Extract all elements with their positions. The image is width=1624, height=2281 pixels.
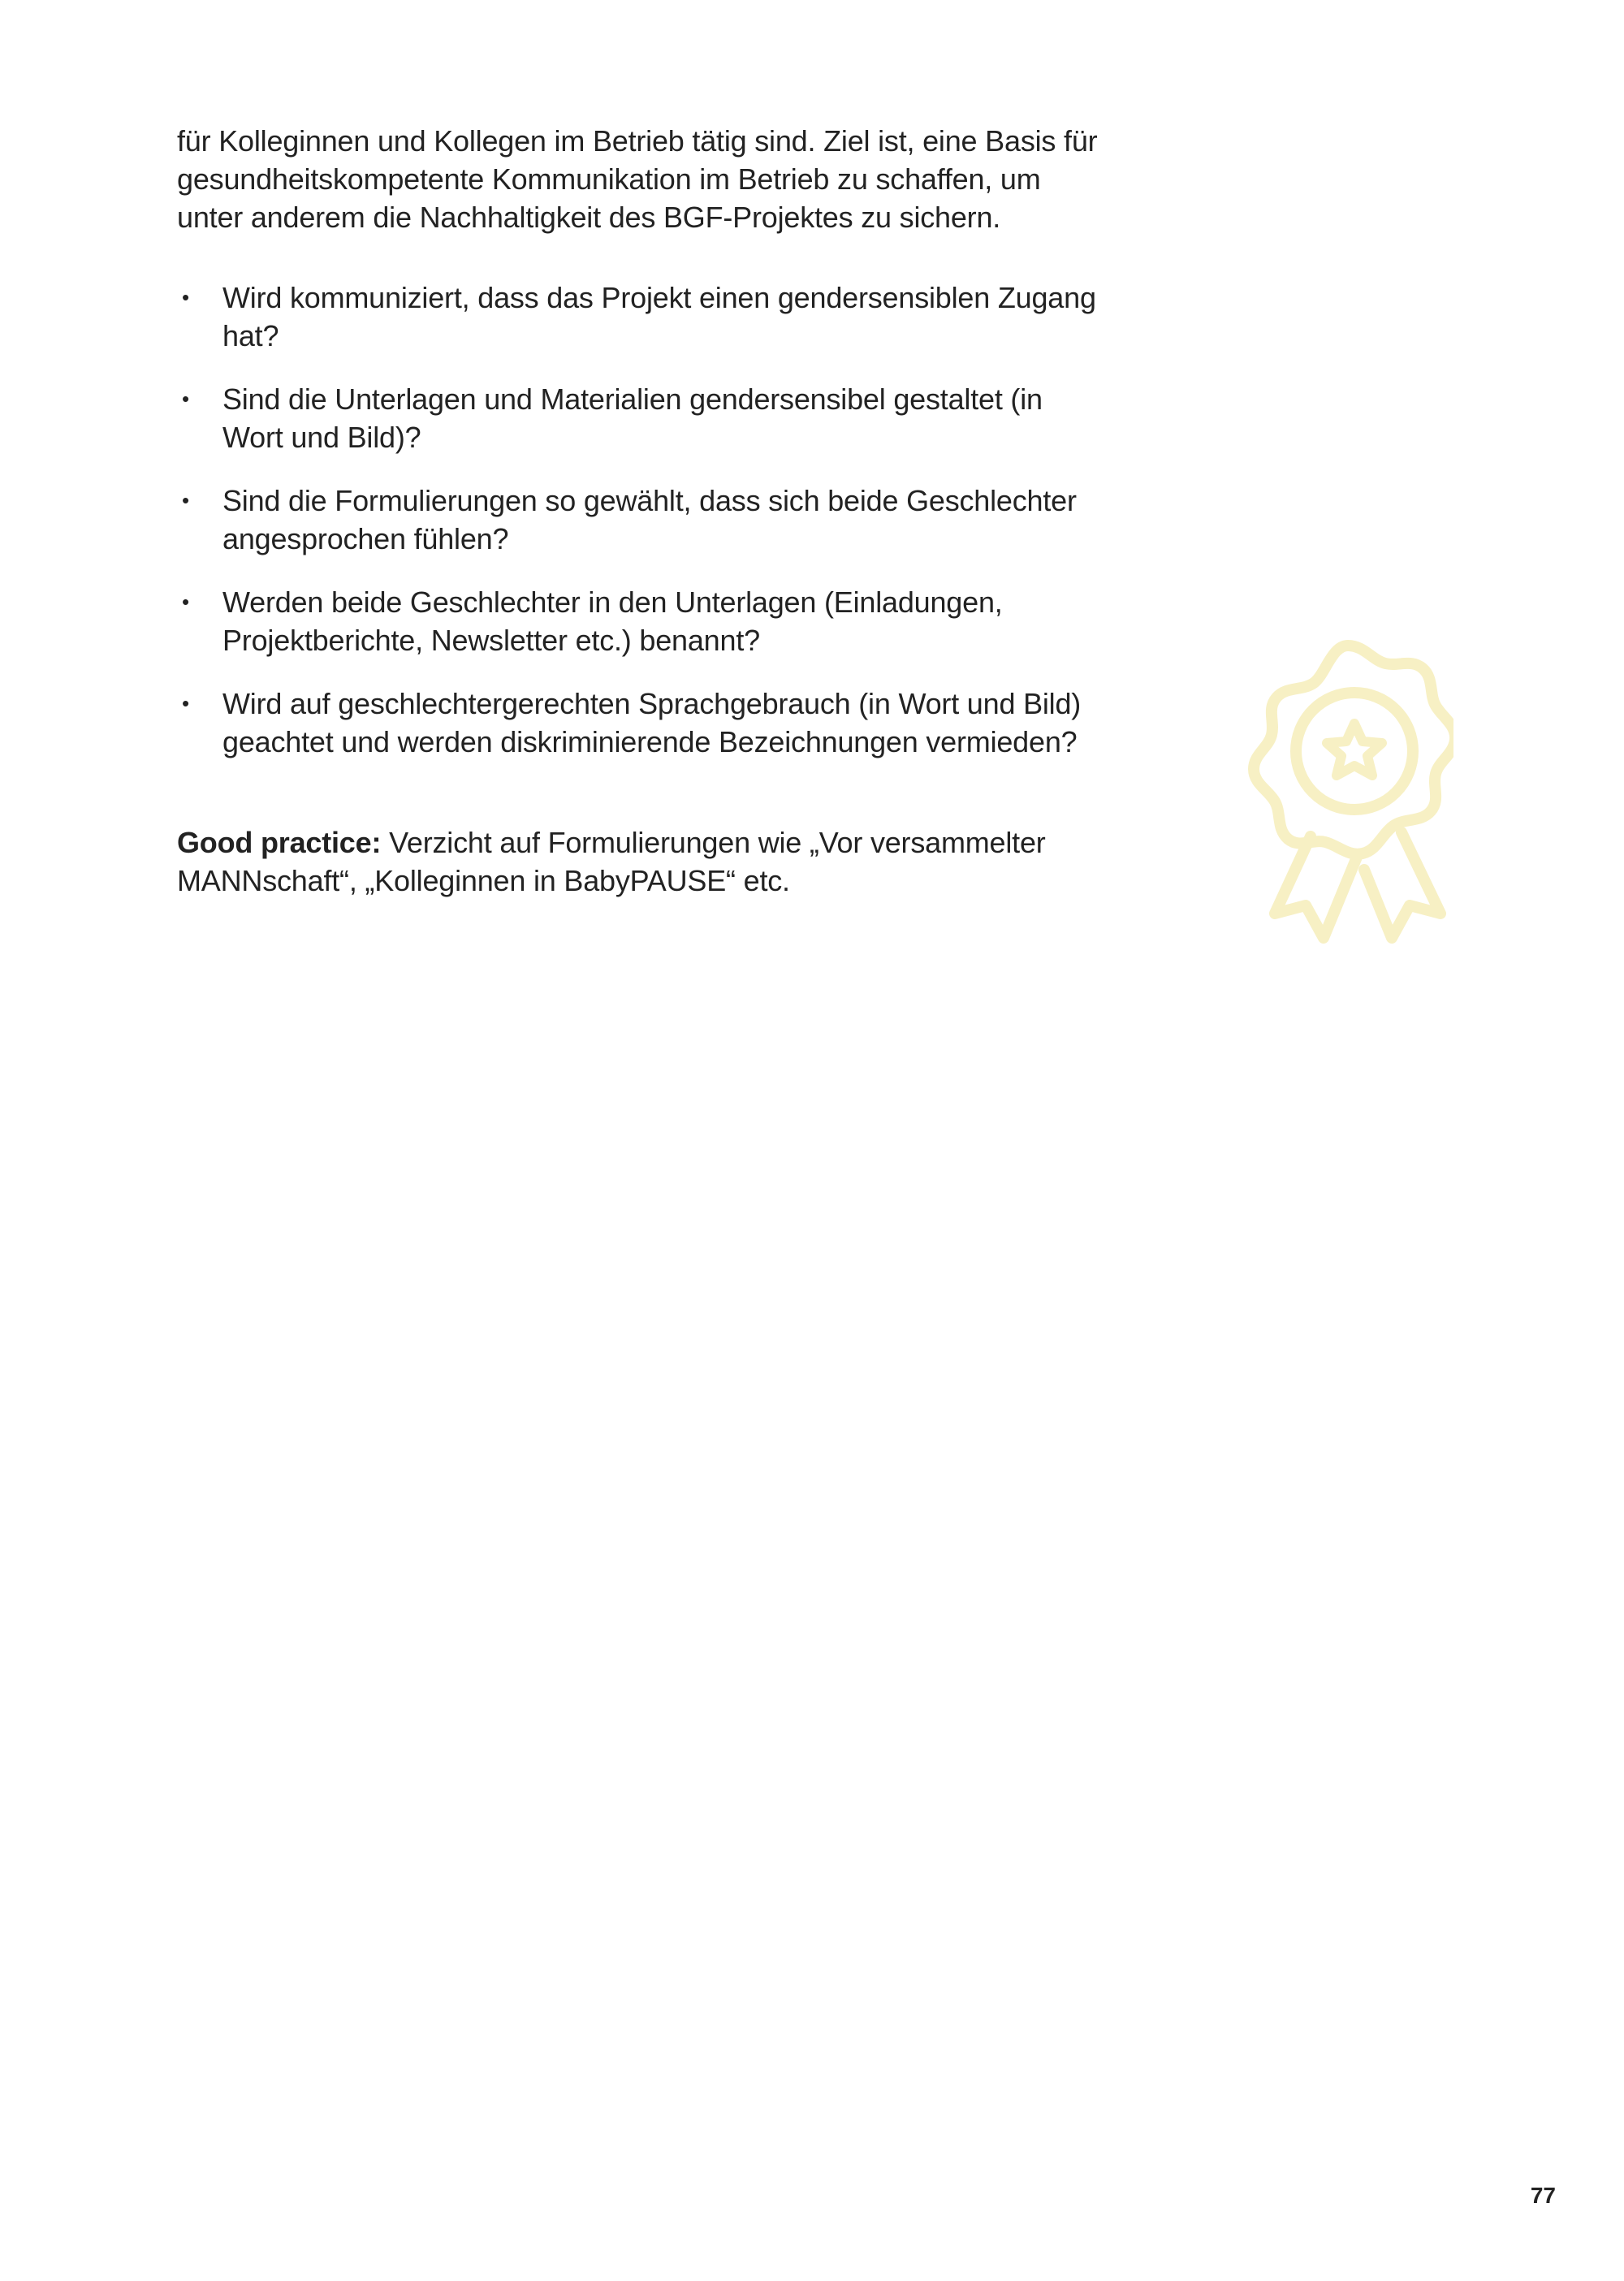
rosette-star (1327, 724, 1382, 775)
list-item-text: Wird auf geschlechtergerechten Sprachgebrauch (in Wort und Bild) geachtet und werden diskriminierende Bezeichnungen vermieden? (222, 687, 1082, 758)
good-practice-note (177, 823, 1111, 900)
list-item (177, 583, 1111, 659)
rosette-inner-circle (1296, 693, 1413, 810)
good-practice-text: Verzicht auf Formulierungen wie „Vor versammelter MANNschaft“, „Kolleginnen in BabyPAUSE“ etc. (177, 826, 1046, 897)
page-content (177, 122, 1111, 929)
checklist (177, 279, 1111, 761)
bullet-marker: • (182, 691, 189, 715)
list-item-text: Werden beide Geschlechter in den Unterlagen (Einladungen, Projektberichte, Newsletter etc.) benannt? (222, 585, 1003, 657)
page-number: 77 (1530, 2183, 1556, 2208)
list-item (177, 482, 1111, 558)
bullet-marker: • (182, 488, 189, 512)
list-item (177, 279, 1111, 355)
bullet-marker: • (182, 590, 189, 614)
list-item (177, 380, 1111, 456)
intro-paragraph: für Kolleginnen und Kollegen im Betrieb tätig sind. Ziel ist, eine Basis für gesundheitskompetente Kommunikation im Betrieb zu schaffen, um unter anderem die Nachhaltigkeit des BGF-Projektes zu sichern. (177, 124, 1098, 234)
bullet-marker: • (182, 387, 189, 411)
list-item-text: Sind die Unterlagen und Materialien gendersensibel gestaltet (in Wort und Bild)? (222, 382, 1043, 454)
good-practice-label: Good practice: (177, 826, 382, 859)
list-item-text: Wird kommuniziert, dass das Projekt einen gendersensiblen Zugang hat? (222, 281, 1096, 352)
rosette-outline (1254, 646, 1453, 854)
award-rosette-icon (1242, 637, 1453, 946)
list-item (177, 685, 1111, 761)
bullet-marker: • (182, 285, 189, 309)
list-item-text: Sind die Formulierungen so gewählt, dass sich beide Geschlechter angesprochen fühlen? (222, 484, 1077, 555)
